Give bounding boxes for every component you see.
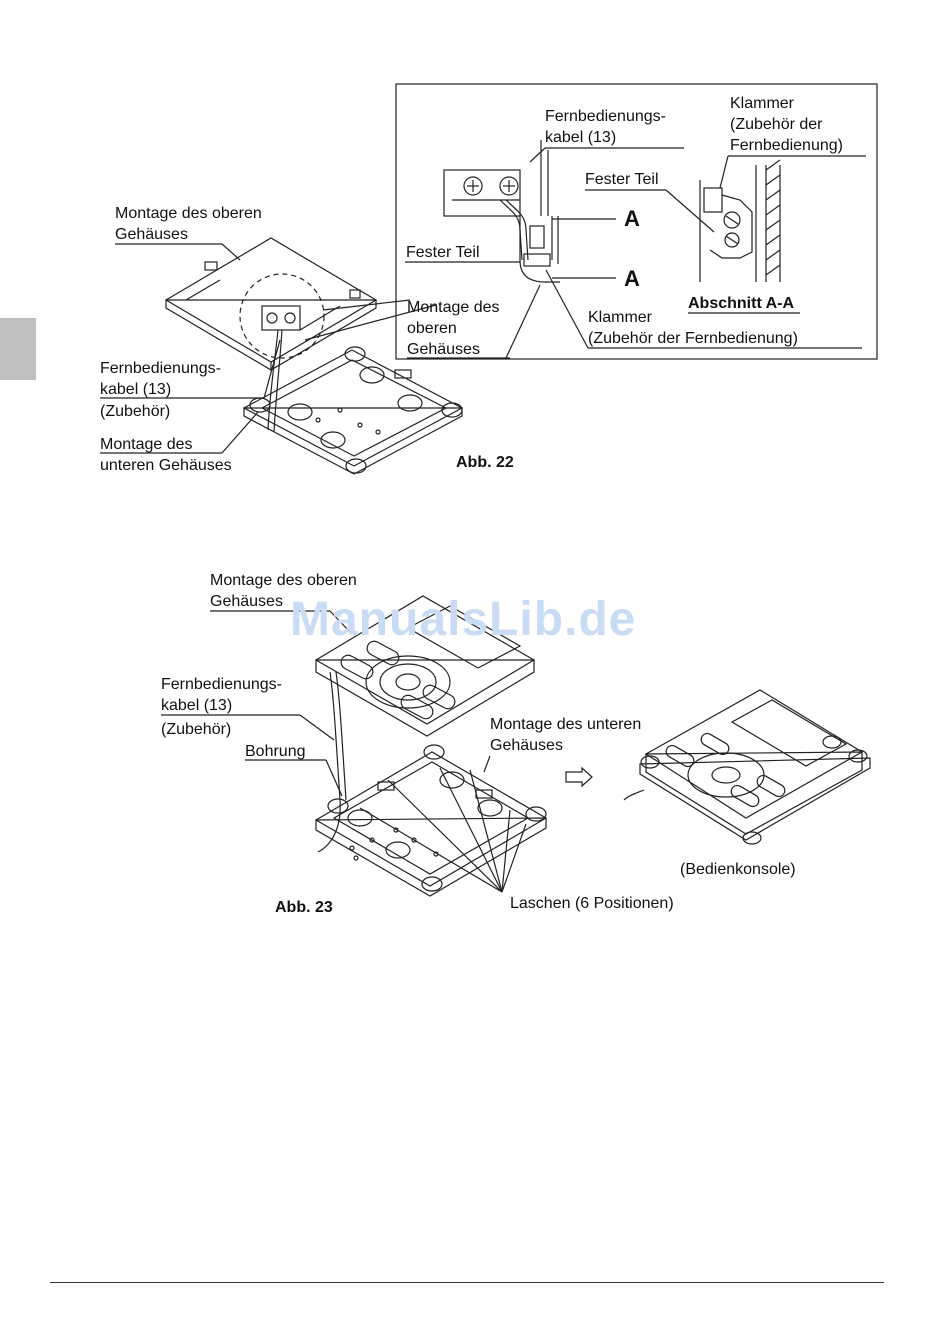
fig23-cable-label-1: Fernbedienungs- — [161, 676, 282, 693]
detail-cable-label-1: Fernbedienungs- — [545, 108, 666, 125]
fig22-cable-label-2: kabel (13) — [100, 381, 172, 398]
fig22-lower-case-label-2: unteren Gehäuses — [100, 457, 232, 474]
detail-upper-case-label-1: Montage des — [407, 299, 500, 316]
section-title: Abschnitt A-A — [688, 295, 795, 312]
fig22-section-view — [700, 160, 780, 282]
watermark: ManualsLib.de — [290, 593, 637, 646]
detail-clamp-bottom-label-1: Klammer — [588, 309, 653, 326]
fig22-caption: Abb. 22 — [456, 454, 514, 471]
fig23-caption: Abb. 23 — [275, 899, 333, 916]
fig23-cable-label-2: kabel (13) — [161, 697, 233, 714]
detail-cable-label-2: kabel (13) — [545, 129, 617, 146]
detail-clamp-label-1: Klammer — [730, 95, 795, 112]
fig23-tabs-label: Laschen (6 Positionen) — [510, 895, 674, 912]
section-marker-top: A — [624, 206, 640, 231]
fig23-lower-case-label-2: Gehäuses — [490, 737, 563, 754]
fig22-cable-label-1: Fernbedienungs- — [100, 360, 221, 377]
fig23-cable-label-3: (Zubehör) — [161, 721, 232, 738]
footer-rule — [50, 1282, 884, 1283]
fig23-lower-case — [316, 745, 546, 896]
detail-upper-case-label-2: oberen — [407, 320, 457, 337]
fig23-assembled-console — [624, 690, 870, 844]
arrow-icon — [566, 768, 592, 786]
detail-clamp-label-2: (Zubehör der — [730, 116, 823, 133]
detail-clamp-label-3: Fernbedienung) — [730, 137, 843, 154]
fig22-lower-case-label-1: Montage des — [100, 436, 193, 453]
detail-fixed-part-right: Fester Teil — [585, 171, 659, 188]
fig23-lower-case-label-1: Montage des unteren — [490, 716, 642, 733]
detail-fixed-part-left: Fester Teil — [406, 244, 480, 261]
detail-upper-case-label-3: Gehäuses — [407, 341, 480, 358]
fig22-upper-case-label-2: Gehäuses — [115, 226, 188, 243]
fig22-upper-case-label-1: Montage des oberen — [115, 205, 262, 222]
fig22-upper-case — [166, 238, 376, 370]
detail-clamp-bottom-label-2: (Zubehör der Fernbedienung) — [588, 330, 798, 347]
fig23-upper-case-label-2: Gehäuses — [210, 593, 283, 610]
fig23-upper-case-label-1: Montage des oberen — [210, 572, 357, 589]
fig22-cable-label-3: (Zubehör) — [100, 403, 171, 420]
fig23-console-label: (Bedienkonsole) — [680, 861, 796, 878]
section-marker-bottom: A — [624, 266, 640, 291]
fig23-hole-label: Bohrung — [245, 743, 306, 760]
